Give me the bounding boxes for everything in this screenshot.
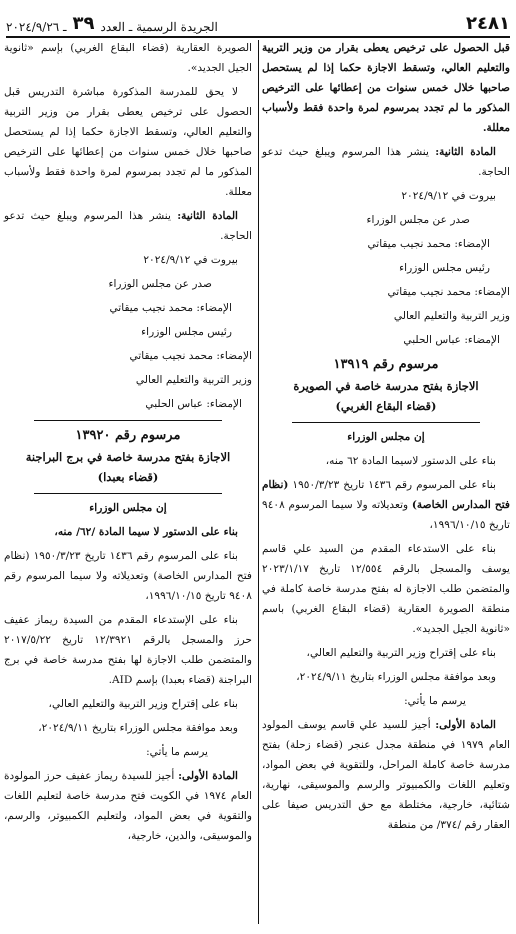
- preamble-bold: (نظام فتح المدارس الخاصة): [262, 479, 510, 511]
- pm-title: رئيس مجلس الوزراء: [399, 262, 490, 274]
- article-text: ينشر هذا المرسوم ويبلغ حيث تدعو الحاجة.: [4, 210, 252, 242]
- signature: الإمضاء: عباس الحلبي: [403, 334, 500, 346]
- article-text: أجيز للسيدة ريماز عفيف حرز المولودة العام ١٩٧٤ في الكويت فتح مدرسة خاصة لتعليم اللغات والتقوية في بعض المواد، ولتعليم الكمبيوتر، والرسم، والموسيقى، والدين، خارجية،: [4, 770, 252, 842]
- article-text: ينشر هذا المرسوم ويبلغ حيث تدعو الحاجة.: [262, 146, 510, 178]
- preamble-3: بناء على الإستدعاء المقدم من السيدة ريماز عفيف حرز والمسجل بالرقم ١٢/٣٩٢١ تاريخ ٢٠١٧/٥/٢٢ والمتضمن طلب الاجازة لها بفتح مدرسة خاصة في برج البراجنة (قضاء بعبدا) بإسم AID.: [4, 614, 252, 686]
- preamble-4: بناء على إقتراح وزير التربية والتعليم العالي،: [306, 647, 496, 659]
- issue-number: ٣٩: [72, 13, 95, 34]
- article-1: [4, 766, 252, 846]
- signature: الإمضاء: محمد نجيب ميقاتي: [109, 302, 232, 314]
- issue-date: ـ ٢٠٢٤/٩/٢٦: [6, 20, 67, 34]
- page-number: ٢٤٨١: [466, 13, 510, 34]
- council-heading: إن مجلس الوزراء: [347, 431, 425, 443]
- rule-paragraph: لا يحق للمدرسة المذكورة مباشرة التدريس قبل الحصول على ترخيص يعطى بقرار من وزير التربية والتعليم العالي، وتسقط الاجازة حكما إذا لم يستحصل صاحبها خلال خمس سنوات من إعطائها على الترخيص المذكور ما لم تجدد بمرسوم لمرة واحدة فقط ولأسباب معللة.: [4, 86, 252, 198]
- council-heading: إن مجلس الوزراء: [89, 502, 167, 514]
- decrees-line: يرسم ما يأتي:: [146, 746, 208, 758]
- signature: الإمضاء: محمد نجيب ميقاتي: [367, 238, 490, 250]
- preamble-2: [262, 475, 510, 535]
- decree-subject: الاجازة بفتح مدرسة خاصة في الصويرة: [293, 379, 479, 393]
- pm-title: رئيس مجلس الوزراء: [141, 326, 232, 338]
- preamble-1: بناء على الدستور لاسيما المادة ٦٢ منه،: [325, 455, 496, 467]
- article-label: المادة الأولى:: [435, 719, 496, 731]
- journal-name: الجريدة الرسمية ـ العدد: [100, 20, 218, 34]
- separator: [34, 493, 222, 494]
- minister-title: وزير التربية والتعليم العالي: [135, 374, 252, 386]
- preamble-2: [4, 546, 252, 606]
- article-text: أجيز للسيد علي قاسم يوسف المولود العام ١٩٧٩ في منطقة مجدل عنجر (قضاء زحلة) بفتح مدرسة خاصة كاملة المراحل، وللتقوية في بعض المواد، وتعليم اللغات والكمبيوتر والرسم والموسيقى، نهارية، شتائية، خارجية، مختلطة مع حق التدريس صيفا على العقار رقم /٣٧٤/ من منطقة: [262, 719, 510, 831]
- preamble-text: وتعديلاته ولا سيما المرسوم ٩٤٠٨ تاريخ ١٩٩٦/١٠/١٥،: [262, 499, 510, 531]
- preamble-text: بناء على المرسوم رقم ١٤٣٦ تاريخ ١٩٥٠/٣/٢٣: [29, 550, 238, 562]
- article-label: المادة الأولى:: [178, 770, 238, 782]
- preamble-5: وبعد موافقة مجلس الوزراء بتاريخ ٢٠٢٤/٩/١١،: [38, 722, 238, 734]
- preamble-text: بناء على المرسوم رقم ١٤٣٦ تاريخ ١٩٥٠/٣/٢٣: [288, 479, 496, 491]
- page-header: [6, 6, 510, 38]
- signature: الإمضاء: عباس الحلبي: [145, 398, 242, 410]
- signature: الإمضاء: محمد نجيب ميقاتي: [387, 286, 510, 298]
- decrees-line: يرسم ما يأتي:: [404, 695, 466, 707]
- issued-by: صدر عن مجلس الوزراء: [366, 214, 470, 226]
- decree-subject: الاجازة بفتح مدرسة خاصة في برج البراجنة: [25, 450, 231, 464]
- decree-region: (قضاء البقاع الغربي): [335, 399, 437, 413]
- right-column: [262, 38, 510, 839]
- issued-by: صدر عن مجلس الوزراء: [108, 278, 212, 290]
- continuation-paragraph: الصويرة العقارية (قضاء البقاع الغربي) بإسم «ثانوية الجيل الجديد».: [4, 42, 252, 74]
- preamble-text: (نظام فتح المدارس الخاصة): [4, 550, 252, 582]
- article-label: المادة الثانية:: [435, 146, 496, 158]
- preamble-3: بناء على الاستدعاء المقدم من السيد علي قاسم يوسف والمسجل بالرقم ١٢/٥٥٤ تاريخ ٢٠٢٣/١/١٧ والمتضمن طلب الاجازة له بفتح مدرسة خاصة كاملة في منطقة الصويرة العقارية (قضاء البقاع الغربي) باسم «ثانوية الجيل الجديد».: [262, 543, 510, 635]
- separator: [292, 422, 480, 423]
- preamble-4: بناء على إقتراح وزير التربية والتعليم العالي،: [48, 698, 238, 710]
- article-2: [262, 142, 510, 182]
- intro-paragraph: قبل الحصول على ترخيص يعطى بقرار من وزير التربية والتعليم العالي، وتسقط الاجازة حكما إذا لم يستحصل صاحبها خلال خمس سنوات من إعطائها على الترخيص المذكور ما لم تجدد بمرسوم لمرة واحدة فقط ولأسباب معللة.: [262, 42, 510, 134]
- minister-title: وزير التربية والتعليم العالي: [393, 310, 510, 322]
- signature: الإمضاء: محمد نجيب ميقاتي: [129, 350, 252, 362]
- journal-info: [6, 13, 218, 34]
- article-label: المادة الثانية:: [177, 210, 238, 222]
- separator: [34, 420, 222, 421]
- place-date: بيروت في ٢٠٢٤/٩/١٢: [143, 254, 238, 266]
- article-2: [4, 206, 252, 246]
- decree-title: مرسوم رقم ١٣٩١٩: [333, 357, 439, 372]
- decree-title: مرسوم رقم ١٣٩٢٠: [75, 428, 181, 443]
- column-divider: [258, 40, 259, 924]
- preamble-text: وتعديلاته ولا سيما المرسوم رقم ٩٤٠٨ تاريخ ١٩٩٦/١٠/١٥،: [4, 570, 252, 602]
- preamble-5: وبعد موافقة مجلس الوزراء بتاريخ ٢٠٢٤/٩/١١،: [296, 671, 496, 683]
- left-column: [4, 38, 252, 850]
- preamble-1: بناء على الدستور لا سيما المادة /٦٢/ منه،: [54, 526, 238, 538]
- article-1: [262, 715, 510, 835]
- place-date: بيروت في ٢٠٢٤/٩/١٢: [401, 190, 496, 202]
- decree-region: (قضاء بعبدا): [97, 470, 159, 484]
